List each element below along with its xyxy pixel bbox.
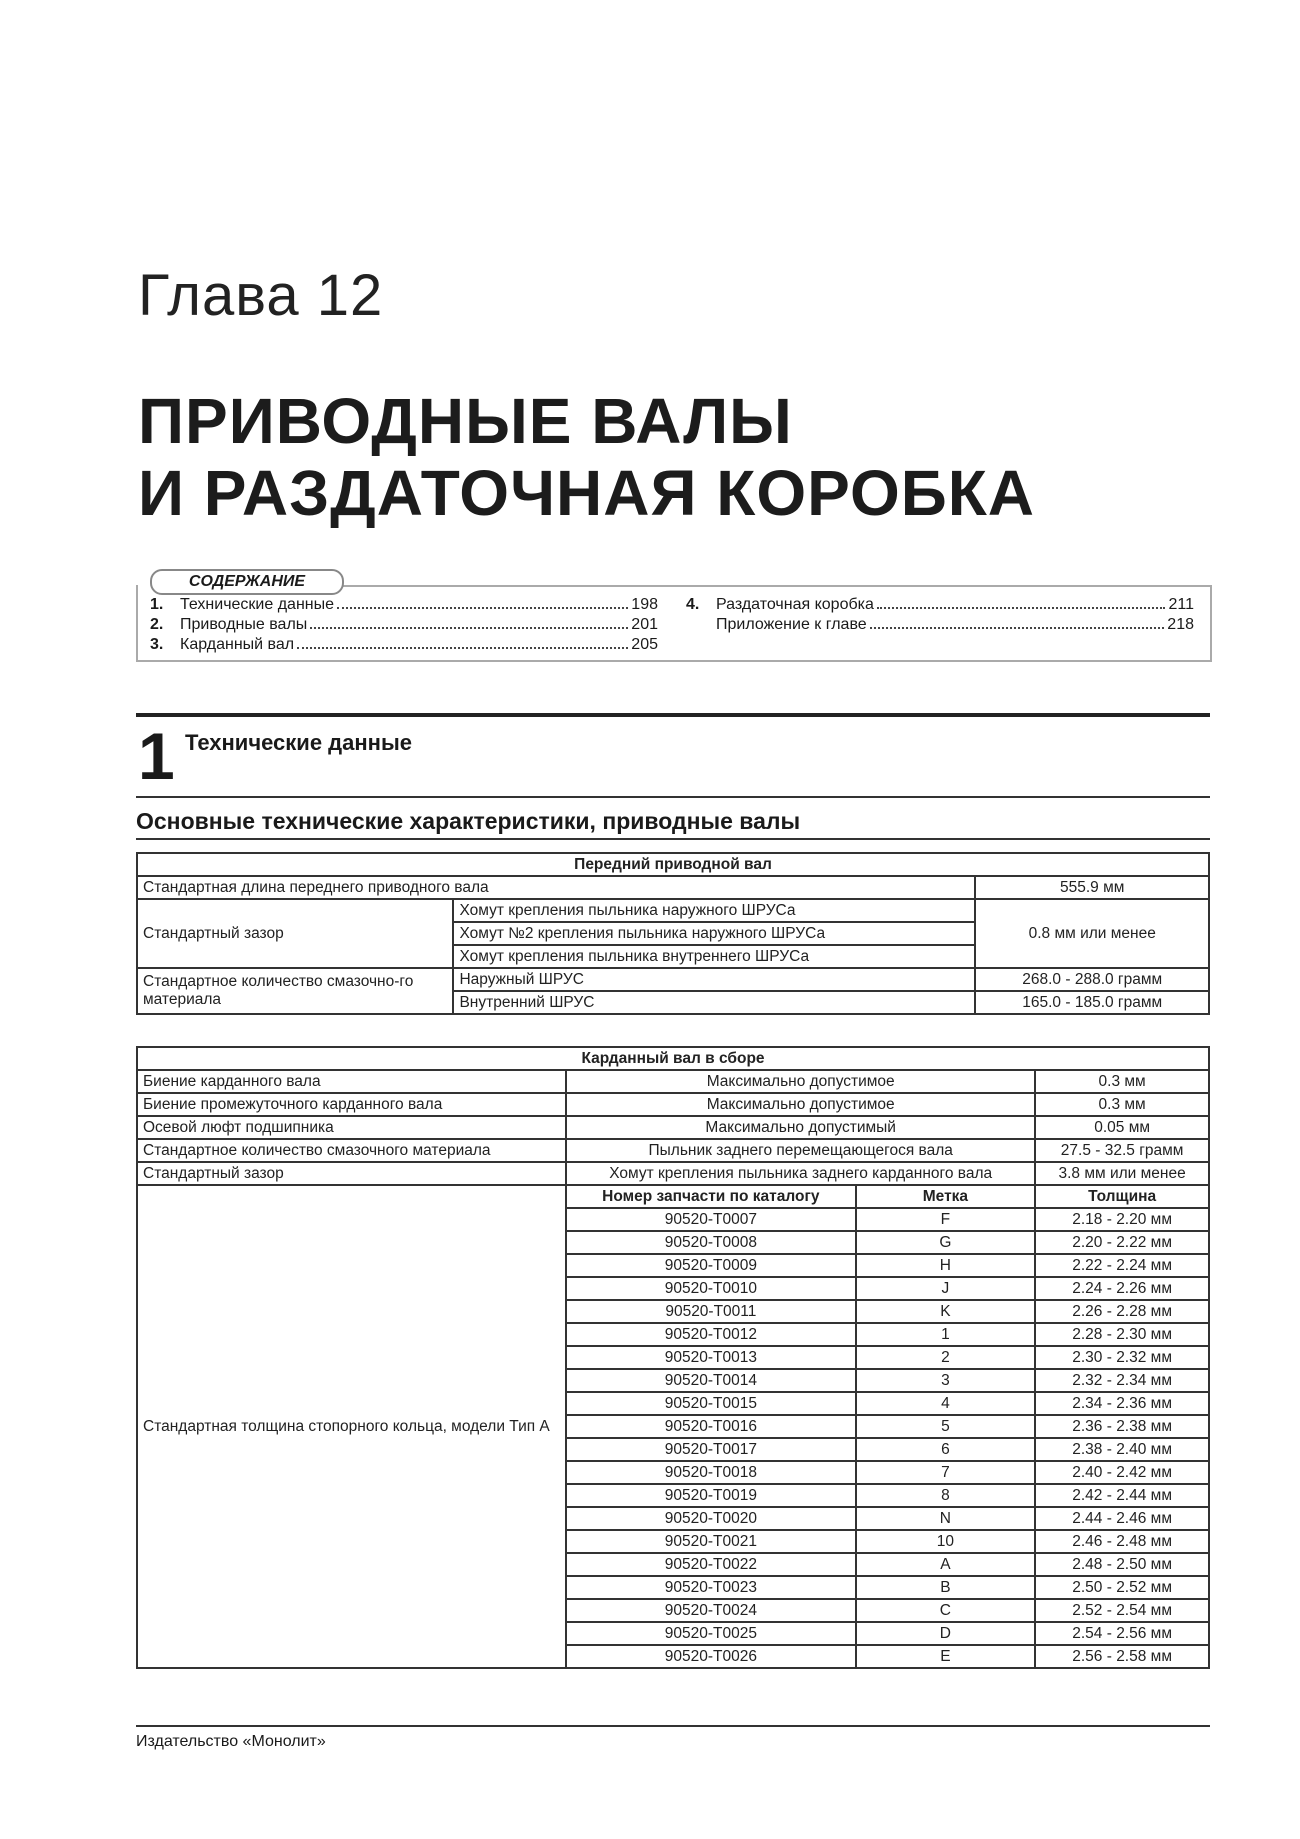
contents-leader-dots <box>870 627 1165 629</box>
ring-thickness: 2.56 - 2.58 мм <box>1035 1645 1209 1668</box>
ring-thickness: 2.24 - 2.26 мм <box>1035 1277 1209 1300</box>
ring-thickness: 2.20 - 2.22 мм <box>1035 1231 1209 1254</box>
contents-leader-dots <box>297 647 628 649</box>
chapter-label: Глава 12 <box>138 263 384 328</box>
column-header: Метка <box>856 1185 1036 1208</box>
contents-item-number: 1. <box>150 596 164 613</box>
contents-item-page: 205 <box>631 636 658 653</box>
ring-thickness: 2.30 - 2.32 мм <box>1035 1346 1209 1369</box>
table-row <box>137 968 1209 991</box>
spec-value: 0.05 мм <box>1035 1116 1209 1139</box>
table-row <box>137 899 1209 922</box>
spec-condition: Максимально допустимое <box>566 1070 1035 1093</box>
part-number: 90520-T0016 <box>566 1415 855 1438</box>
spec-value: 0.3 мм <box>1035 1070 1209 1093</box>
ring-thickness: 2.44 - 2.46 мм <box>1035 1507 1209 1530</box>
ring-thickness: 2.32 - 2.34 мм <box>1035 1369 1209 1392</box>
contents-item[interactable] <box>150 615 658 635</box>
ring-thickness: 2.22 - 2.24 мм <box>1035 1254 1209 1277</box>
part-number: 90520-T0018 <box>566 1461 855 1484</box>
table-row <box>137 1093 1209 1116</box>
spec-condition: Наружный ШРУС <box>453 968 975 991</box>
spec-label: Осевой люфт подшипника <box>137 1116 566 1139</box>
part-number: 90520-T0021 <box>566 1530 855 1553</box>
spec-label: Стандартный зазор <box>137 899 453 968</box>
table-row <box>137 876 1209 899</box>
part-number: 90520-T0019 <box>566 1484 855 1507</box>
ring-mark: 3 <box>856 1369 1036 1392</box>
spec-condition: Максимально допустимый <box>566 1116 1035 1139</box>
contents-leader-dots <box>877 607 1166 609</box>
table-row <box>137 1070 1209 1093</box>
ring-thickness: 2.48 - 2.50 мм <box>1035 1553 1209 1576</box>
ring-thickness: 2.38 - 2.40 мм <box>1035 1438 1209 1461</box>
ring-mark: A <box>856 1553 1036 1576</box>
spec-label: Биение карданного вала <box>137 1070 566 1093</box>
ring-mark: E <box>856 1645 1036 1668</box>
contents-right-column <box>686 595 1194 635</box>
spec-label: Стандартное количество смазочного материала <box>137 1139 566 1162</box>
ring-mark: 1 <box>856 1323 1036 1346</box>
part-number: 90520-T0009 <box>566 1254 855 1277</box>
ring-mark: 6 <box>856 1438 1036 1461</box>
part-number: 90520-T0014 <box>566 1369 855 1392</box>
ring-thickness: 2.34 - 2.36 мм <box>1035 1392 1209 1415</box>
ring-mark: 8 <box>856 1484 1036 1507</box>
part-number: 90520-T0011 <box>566 1300 855 1323</box>
ring-thickness: 2.36 - 2.38 мм <box>1035 1415 1209 1438</box>
ring-mark: 10 <box>856 1530 1036 1553</box>
spec-value: 165.0 - 185.0 грамм <box>975 991 1209 1014</box>
contents-leader-dots <box>310 627 628 629</box>
spec-value: 0.8 мм или менее <box>975 899 1209 968</box>
front-drive-shaft-table <box>136 852 1210 1015</box>
part-number: 90520-T0020 <box>566 1507 855 1530</box>
contents-left-column <box>150 595 658 655</box>
ring-thickness: 2.40 - 2.42 мм <box>1035 1461 1209 1484</box>
spec-value: 0.3 мм <box>1035 1093 1209 1116</box>
part-number: 90520-T0008 <box>566 1231 855 1254</box>
propeller-shaft-table <box>136 1046 1210 1669</box>
part-number: 90520-T0010 <box>566 1277 855 1300</box>
ring-thickness: 2.52 - 2.54 мм <box>1035 1599 1209 1622</box>
contents-item[interactable] <box>686 595 1194 615</box>
spec-condition: Хомут №2 крепления пыльника наружного ШРУСа <box>453 922 975 945</box>
ring-mark: F <box>856 1208 1036 1231</box>
spec-label: Стандартный зазор <box>137 1162 566 1185</box>
spec-condition: Максимально допустимое <box>566 1093 1035 1116</box>
ring-mark: J <box>856 1277 1036 1300</box>
ring-mark: 2 <box>856 1346 1036 1369</box>
contents-item-number: 4. <box>686 596 700 613</box>
ring-mark: K <box>856 1300 1036 1323</box>
publisher-footer: Издательство «Монолит» <box>136 1733 326 1750</box>
contents-item[interactable] <box>686 615 1194 635</box>
part-number: 90520-T0012 <box>566 1323 855 1346</box>
title-line-2: И РАЗДАТОЧНАЯ КОРОБКА <box>138 457 1035 529</box>
table-header: Карданный вал в сборе <box>137 1047 1209 1070</box>
ring-mark: G <box>856 1231 1036 1254</box>
spec-value: 268.0 - 288.0 грамм <box>975 968 1209 991</box>
part-number: 90520-T0007 <box>566 1208 855 1231</box>
column-header: Толщина <box>1035 1185 1209 1208</box>
contents-item-label: Приводные валы <box>180 616 308 633</box>
subsection-title: Основные технические характеристики, приводные валы <box>136 808 801 834</box>
contents-item-page: 218 <box>1167 616 1194 633</box>
page-title <box>138 385 1035 529</box>
table-header-row <box>137 1047 1209 1070</box>
contents-item-page: 201 <box>631 616 658 633</box>
column-header: Номер запчасти по каталогу <box>566 1185 855 1208</box>
table-header: Передний приводной вал <box>137 853 1209 876</box>
contents-item-label: Приложение к главе <box>716 616 867 633</box>
ring-mark: B <box>856 1576 1036 1599</box>
ring-header-row <box>137 1185 1209 1208</box>
section-number: 1 <box>138 719 175 793</box>
subsection-rule <box>136 838 1210 840</box>
spec-condition: Хомут крепления пыльника наружного ШРУСа <box>453 899 975 922</box>
ring-thickness: 2.26 - 2.28 мм <box>1035 1300 1209 1323</box>
spec-value: 555.9 мм <box>975 876 1209 899</box>
part-number: 90520-T0017 <box>566 1438 855 1461</box>
ring-mark: 4 <box>856 1392 1036 1415</box>
contents-item-number: 2. <box>150 616 164 633</box>
table-row <box>137 1116 1209 1139</box>
contents-item-label: Технические данные <box>180 596 335 613</box>
spec-value: 3.8 мм или менее <box>1035 1162 1209 1185</box>
table-row <box>137 1162 1209 1185</box>
contents-item-page: 211 <box>1168 596 1194 613</box>
contents-item[interactable] <box>150 635 658 655</box>
table-row <box>137 1139 1209 1162</box>
spec-label: Стандартное количество смазочно-го материала <box>137 968 453 1014</box>
part-number: 90520-T0025 <box>566 1622 855 1645</box>
ring-mark: H <box>856 1254 1036 1277</box>
contents-item-label: Карданный вал <box>180 636 295 653</box>
part-number: 90520-T0022 <box>566 1553 855 1576</box>
part-number: 90520-T0024 <box>566 1599 855 1622</box>
title-line-1: ПРИВОДНЫЕ ВАЛЫ <box>138 385 793 457</box>
contents-item-number: 3. <box>150 636 164 653</box>
contents-item[interactable] <box>150 595 658 615</box>
footer-rule <box>136 1725 1210 1727</box>
part-number: 90520-T0023 <box>566 1576 855 1599</box>
ring-mark: C <box>856 1599 1036 1622</box>
spec-label: Стандартная длина переднего приводного вала <box>137 876 975 899</box>
ring-mark: 7 <box>856 1461 1036 1484</box>
spec-label: Биение промежуточного карданного вала <box>137 1093 566 1116</box>
ring-thickness: 2.42 - 2.44 мм <box>1035 1484 1209 1507</box>
ring-thickness: 2.18 - 2.20 мм <box>1035 1208 1209 1231</box>
contents-leader-dots <box>337 607 628 609</box>
spec-condition: Пыльник заднего перемещающегося вала <box>566 1139 1035 1162</box>
spec-condition: Хомут крепления пыльника заднего карданного вала <box>566 1162 1035 1185</box>
spec-label: Стандартная толщина стопорного кольца, модели Тип А <box>137 1185 566 1668</box>
spec-condition: Внутренний ШРУС <box>453 991 975 1014</box>
part-number: 90520-T0013 <box>566 1346 855 1369</box>
contents-item-page: 198 <box>631 596 658 613</box>
table-header-row <box>137 853 1209 876</box>
contents-item-label: Раздаточная коробка <box>716 596 874 613</box>
ring-mark: 5 <box>856 1415 1036 1438</box>
ring-thickness: 2.50 - 2.52 мм <box>1035 1576 1209 1599</box>
part-number: 90520-T0015 <box>566 1392 855 1415</box>
ring-thickness: 2.54 - 2.56 мм <box>1035 1622 1209 1645</box>
section-title: Технические данные <box>185 730 412 755</box>
ring-thickness: 2.28 - 2.30 мм <box>1035 1323 1209 1346</box>
ring-mark: D <box>856 1622 1036 1645</box>
contents-heading: СОДЕРЖАНИЕ <box>150 569 344 595</box>
spec-condition: Хомут крепления пыльника внутреннего ШРУСа <box>453 945 975 968</box>
ring-thickness: 2.46 - 2.48 мм <box>1035 1530 1209 1553</box>
section-bottom-rule <box>136 796 1210 798</box>
part-number: 90520-T0026 <box>566 1645 855 1668</box>
ring-mark: N <box>856 1507 1036 1530</box>
spec-value: 27.5 - 32.5 грамм <box>1035 1139 1209 1162</box>
section-top-rule <box>136 713 1210 717</box>
